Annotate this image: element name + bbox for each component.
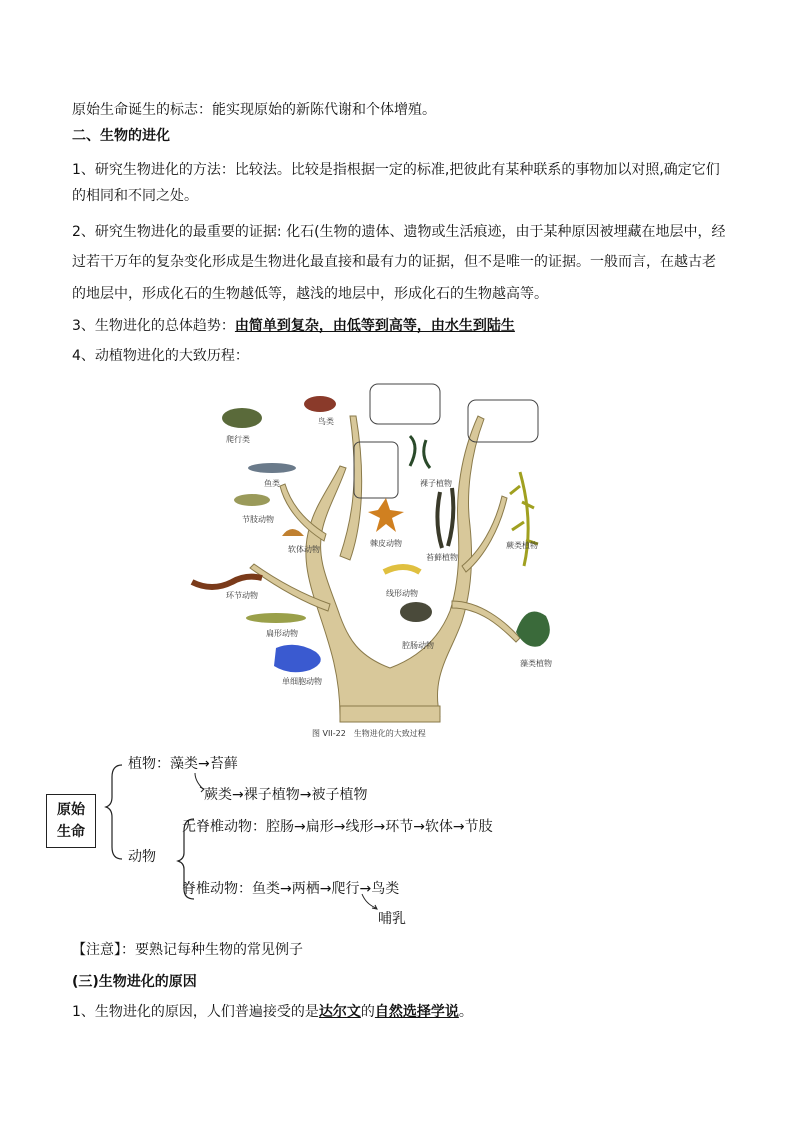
label-mollusk: 软体动物 [288, 545, 320, 554]
label-flatworm: 扁形动物 [266, 629, 298, 638]
vertebrate-path: 脊椎动物：鱼类→两栖→爬行→鸟类 [182, 881, 400, 897]
moss-icon [437, 488, 453, 548]
cause-of: 的 [360, 1004, 375, 1020]
cnidarian-icon [400, 602, 432, 622]
label-annelid: 环节动物 [226, 591, 258, 600]
origin-sign-text: 原始生命诞生的标志：能实现原始的新陈代谢和个体增殖。 [72, 102, 436, 118]
label-cnidarian: 腔肠动物 [402, 641, 434, 650]
method-text: 1、研究生物进化的方法：比较法。比较是指根据一定的标准,把彼此有某种联系的事物加以对照,确定它们 [72, 162, 720, 178]
label-bird: 鸟类 [318, 417, 334, 426]
cause-darwin: 达尔文 [318, 1004, 361, 1020]
label-moss: 苔藓植物 [426, 553, 458, 562]
echinoderm-icon [368, 498, 404, 532]
label-arthropod: 节肢动物 [242, 515, 274, 524]
algae-icon [516, 612, 550, 647]
cause-prefix: 1、生物进化的原因，人们普遍接受的是 [72, 1004, 319, 1020]
reptile-icon [222, 408, 262, 428]
label-protozoa: 单细胞动物 [282, 677, 322, 686]
mammal-label: 哺乳 [378, 911, 406, 927]
plant-path: 植物：藻类→苔藓 [128, 756, 238, 772]
evidence-text: 2、研究生物进化的最重要的证据: 化石(生物的遗体、遗物或生活痕迹，由于某种原因被埋藏在地层中，经 [72, 224, 726, 240]
label-echinoderm: 棘皮动物 [370, 539, 402, 548]
label-gymnosperm: 裸子植物 [420, 479, 452, 488]
cause-theory: 自然选择学说 [374, 1004, 459, 1020]
origin-line-2: 生命 [57, 824, 85, 840]
origin-line-1: 原始 [57, 802, 85, 818]
label-fern: 蕨类植物 [506, 541, 538, 550]
plant-path-2: 蕨类→裸子植物→被子植物 [204, 787, 368, 803]
fern-icon [510, 472, 538, 566]
tree-base [340, 706, 440, 722]
animals-label: 动物 [128, 849, 156, 865]
evolution-tree-figure [190, 376, 590, 742]
nematode-icon [384, 567, 420, 572]
flatworm-icon [246, 613, 306, 623]
section-heading-evolution: 二、生物的进化 [72, 128, 170, 144]
trend-highlight: 由简单到复杂，由低等到高等，由水生到陆生 [234, 318, 515, 334]
label-algae: 藻类植物 [520, 659, 552, 668]
fish-icon [248, 463, 296, 473]
method-text-cont: 的相同和不同之处。 [72, 188, 198, 204]
label-nematode: 线形动物 [386, 589, 418, 598]
mollusk-icon [282, 529, 304, 536]
arthropod-icon [234, 494, 270, 506]
cause-end: 。 [458, 1004, 473, 1020]
label-reptile: 爬行类 [226, 435, 250, 444]
figure-caption: 图 VII-22 生物进化的大致过程 [312, 729, 426, 738]
evidence-text-cont2: 的地层中，形成化石的生物越低等，越浅的地层中，形成化石的生物越高等。 [72, 286, 548, 302]
origin-life-box [46, 794, 96, 848]
blank-box-1 [370, 384, 440, 424]
note-text: 【注意】：要熟记每种生物的常见例子 [72, 942, 303, 958]
section-heading-cause: (三)生物进化的原因 [72, 974, 197, 990]
invertebrate-path: 无脊椎动物：腔肠→扁形→线形→环节→软体→节肢 [182, 819, 493, 835]
trend-text [72, 316, 515, 336]
course-heading: 4、动植物进化的大致历程： [72, 348, 249, 364]
trend-prefix: 3、生物进化的总体趋势： [72, 318, 235, 334]
evidence-text-cont: 过若干万年的复杂变化形成是生物进化最直接和最有力的证据，但不是唯一的证据。一般而言，在越古老 [72, 254, 716, 270]
bird-icon [304, 396, 336, 412]
label-fish: 鱼类 [264, 479, 280, 488]
gymnosperm-icon [410, 436, 430, 468]
annelid-icon [192, 577, 262, 587]
protozoa-icon [274, 645, 321, 672]
cause-text [72, 1002, 473, 1022]
